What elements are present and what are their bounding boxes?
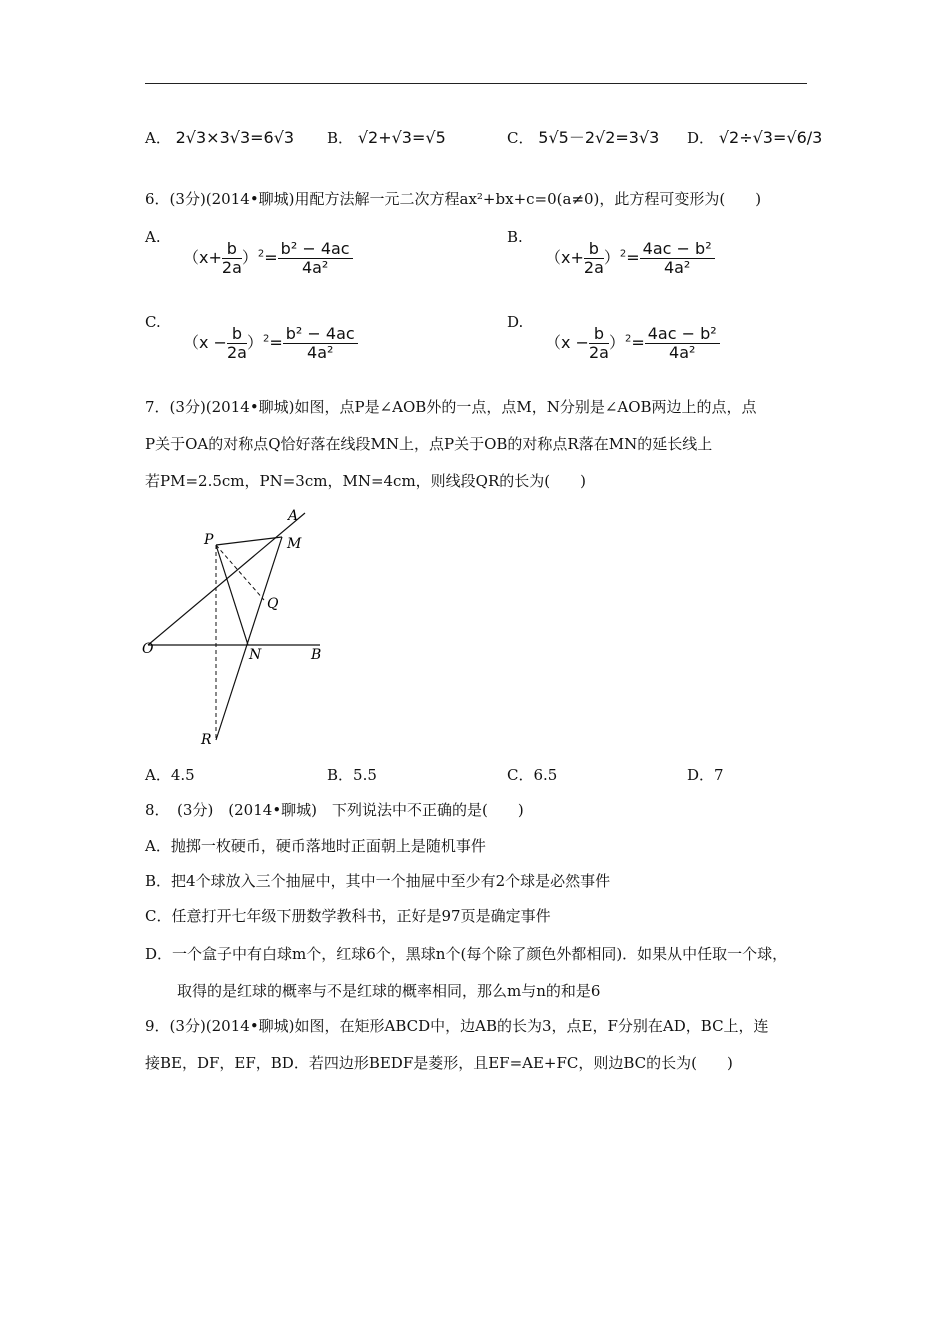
lhs-close: ） — [608, 333, 625, 352]
q5-option-c — [507, 128, 659, 148]
q8-stem: 8． (3分) (2014•聊城) 下列说法中不正确的是( ) — [145, 801, 524, 819]
equals: = — [631, 333, 645, 352]
option-letter: A． — [145, 766, 171, 784]
label-b: B — [311, 647, 322, 663]
q7-option-d — [687, 765, 724, 785]
q8-option-d — [145, 944, 787, 964]
fraction — [645, 325, 720, 362]
exponent: 2 — [624, 333, 632, 345]
fraction — [227, 325, 247, 362]
option-letter: C． — [507, 129, 534, 147]
numerator: b² − 4ac — [283, 325, 358, 344]
q7-geometry-figure — [130, 500, 350, 755]
fraction — [589, 325, 609, 362]
option-text: 任意打开七年级下册数学教科书，正好是97页是确定事件 — [171, 907, 551, 925]
q9-line-1: 9．(3分)(2014•聊城)如图，在矩形ABCD中，边AB的长为3，点E，F分别在AD，BC上，连 — [145, 1017, 769, 1035]
denominator: 2a — [588, 343, 609, 362]
q7-line-2: P关于OA的对称点Q恰好落在线段MN上，点P关于OB的对称点R落在MN的延长线上 — [145, 435, 713, 453]
q6-option-a-expr — [183, 240, 353, 277]
option-value: 7 — [714, 766, 724, 784]
q6-stem: 6．(3分)(2014•聊城)用配方法解一元二次方程ax²+bx+c=0(a≠0)，此方程可变形为( ) — [145, 190, 762, 208]
denominator: 2a — [583, 258, 604, 277]
numerator: b — [589, 325, 609, 344]
equals: = — [264, 248, 278, 267]
option-expression: √2÷√3=√6/3 — [718, 128, 823, 147]
exponent: 2 — [262, 333, 270, 345]
fraction — [222, 240, 242, 277]
denominator: 4a² — [663, 258, 691, 277]
option-value: 5.5 — [353, 766, 377, 784]
label-m: M — [287, 536, 302, 552]
denominator: 2a — [226, 343, 247, 362]
option-expression: √2+√3=√5 — [357, 128, 446, 147]
q7-option-b — [327, 765, 377, 785]
equals: = — [626, 248, 640, 267]
option-letter: B． — [145, 872, 172, 890]
option-text: 抛掷一枚硬币，硬币落地时正面朝上是随机事件 — [170, 837, 486, 855]
option-letter: B． — [327, 766, 354, 784]
fraction — [283, 325, 358, 362]
q6-option-d-expr — [545, 325, 720, 362]
numerator: 4ac − b² — [645, 325, 720, 344]
option-letter: D． — [687, 129, 715, 147]
q8-option-d-continued: 取得的是红球的概率与不是红球的概率相同，那么m与n的和是6 — [177, 982, 601, 1000]
q6-option-d-letter: D. — [507, 313, 524, 331]
q6-option-c-expr — [183, 325, 358, 362]
q5-option-b — [327, 128, 446, 148]
lhs-open: （x+ — [545, 248, 584, 267]
label-n: N — [249, 647, 262, 663]
denominator: 2a — [221, 258, 242, 277]
q6-option-a-letter: A. — [145, 228, 161, 246]
q6-option-b-letter: B. — [507, 228, 523, 246]
lhs-open: （x − — [545, 333, 589, 352]
option-letter: D． — [687, 766, 715, 784]
lhs-open: （x − — [183, 333, 227, 352]
denominator: 4a² — [301, 258, 329, 277]
label-r: R — [201, 732, 212, 748]
q9-line-2: 接BE，DF，EF，BD．若四边形BEDF是菱形，且EF=AE+FC，则边BC的长为( ) — [145, 1054, 733, 1072]
option-letter: A． — [145, 837, 171, 855]
numerator: b — [222, 240, 242, 259]
option-value: 4.5 — [170, 766, 195, 784]
option-expression: 2√3×3√3=6√3 — [175, 128, 295, 147]
header-rule — [145, 83, 807, 84]
lhs-close: ） — [246, 333, 263, 352]
segment-pn — [216, 545, 248, 645]
q6-option-c-letter: C. — [145, 313, 161, 331]
lhs-open: （x+ — [183, 248, 222, 267]
q7-line-1: 7．(3分)(2014•聊城)如图，点P是∠AOB外的一点，点M，N分别是∠AOB两边上的点，点 — [145, 398, 757, 416]
option-letter: C． — [145, 907, 172, 925]
lhs-close: ） — [241, 248, 258, 267]
q8-option-c — [145, 906, 551, 926]
label-q: Q — [267, 596, 279, 612]
q7-line-3: 若PM=2.5cm，PN=3cm，MN=4cm，则线段QR的长为( ) — [145, 472, 586, 490]
equals: = — [269, 333, 283, 352]
option-letter: B． — [327, 129, 354, 147]
numerator: b — [227, 325, 247, 344]
option-text: 把4个球放入三个抽屉中，其中一个抽屉中至少有2个球是必然事件 — [171, 872, 611, 890]
line-mr — [216, 537, 282, 740]
numerator: 4ac − b² — [640, 240, 715, 259]
q7-option-a — [145, 765, 195, 785]
exponent: 2 — [257, 248, 265, 260]
option-letter: A． — [145, 129, 171, 147]
denominator: 4a² — [669, 343, 696, 362]
label-p: P — [204, 532, 214, 548]
fraction — [584, 240, 604, 277]
q8-option-a — [145, 836, 486, 856]
option-value: 6.5 — [533, 766, 558, 784]
exponent: 2 — [619, 248, 627, 260]
q7-option-c — [507, 765, 557, 785]
numerator: b² − 4ac — [278, 240, 353, 259]
option-text: 一个盒子中有白球m个，红球6个，黑球n个(每个除了颜色外都相同)．如果从中任取一个球， — [172, 945, 788, 963]
option-expression: 5√5－2√2=3√3 — [538, 128, 660, 147]
q6-option-b-expr — [545, 240, 715, 277]
fraction — [640, 240, 715, 277]
lhs-close: ） — [603, 248, 620, 267]
q5-option-d — [687, 128, 822, 148]
label-a: A — [288, 508, 299, 524]
q8-option-b — [145, 871, 610, 891]
denominator: 4a² — [307, 343, 334, 362]
numerator: b — [584, 240, 604, 259]
option-letter: D． — [145, 945, 173, 963]
fraction — [278, 240, 353, 277]
option-letter: C． — [507, 766, 534, 784]
label-o: O — [142, 641, 154, 657]
q5-option-a — [145, 128, 294, 148]
